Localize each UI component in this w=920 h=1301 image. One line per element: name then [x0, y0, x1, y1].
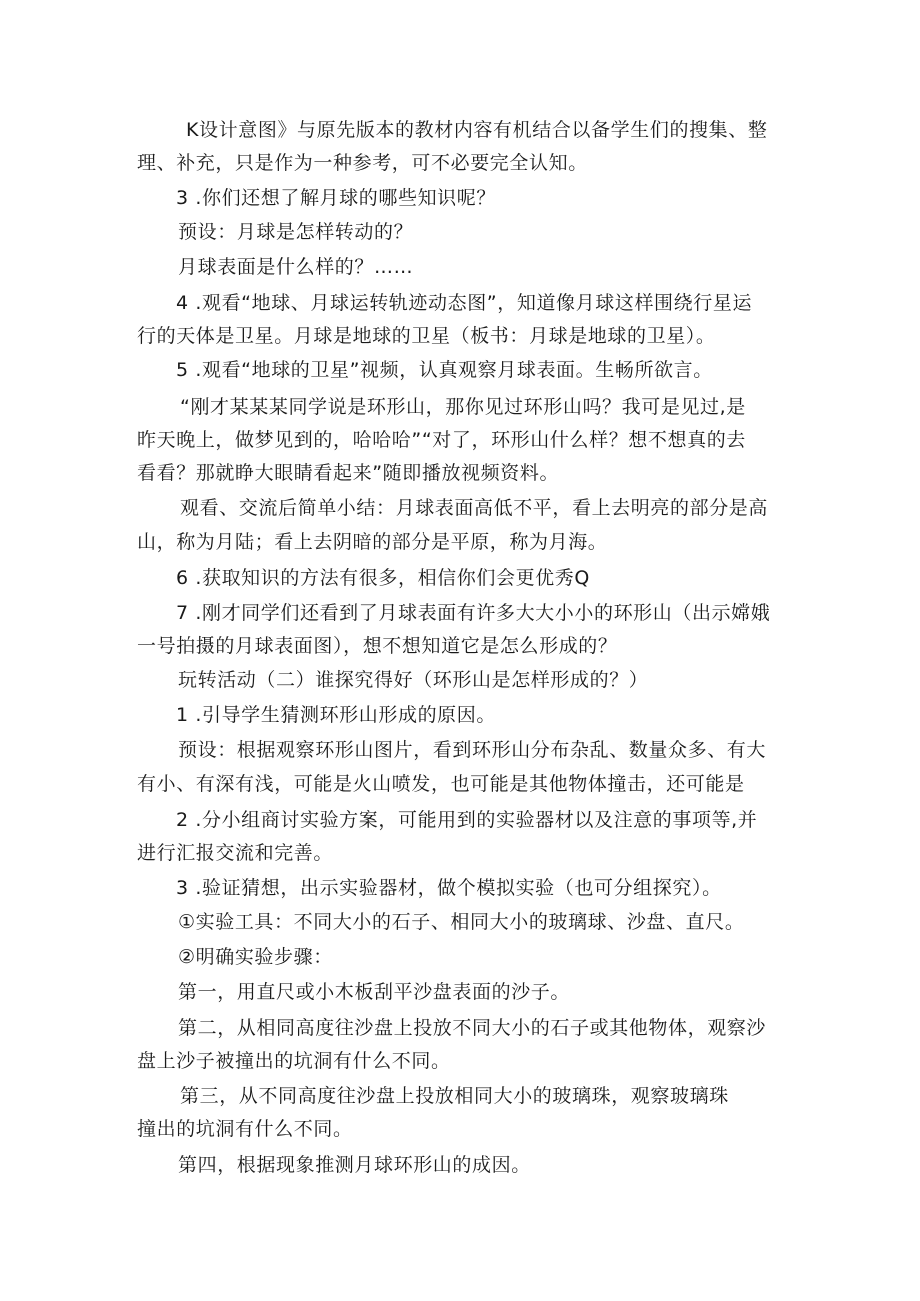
text-line: 2 .分小组商讨实验方案，可能用到的实验器材以及注意的事项等,并: [176, 809, 758, 831]
text-line: ①实验工具：不同大小的石子、相同大小的玻璃球、沙盘、直尺。: [178, 911, 745, 933]
text-line: 5 .观看“地球的卫星”视频，认真观察月球表面。生畅所欲言。: [176, 359, 713, 381]
text-line: 理、补充，只是作为一种参考，可不必要完全认知。: [137, 152, 588, 174]
text-line: 观看、交流后简单小结：月球表面高低不平，看上去明亮的部分是高: [180, 497, 769, 519]
text-line: 第一，用直尺或小木板刮平沙盘表面的沙子。: [178, 981, 571, 1003]
text-line: 6 .获取知识的方法有很多，相信你们会更优秀Q: [176, 567, 590, 589]
text-line: 4 .观看“地球、月球运转轨迹动态图”，知道像月球这样围绕行星运: [176, 292, 753, 314]
text-line: “刚才某某某同学说是环形山，那你见过环形山吗？我可是见过,是: [180, 396, 746, 418]
text-line: 预设：月球是怎样转动的？: [178, 221, 414, 243]
text-line: 一号拍摄的月球表面图），想不想知道它是怎么形成的？: [137, 635, 618, 657]
text-line: 行的天体是卫星。月球是地球的卫星（板书：月球是地球的卫星）。: [137, 325, 716, 347]
text-line: 第四，根据现象推测月球环形山的成因。: [178, 1154, 531, 1176]
text-line: ②明确实验步骤：: [178, 946, 333, 968]
text-line: 有小、有深有浅，可能是火山喷发，也可能是其他物体撞击，还可能是: [137, 773, 745, 795]
text-line: 看看？那就睁大眼睛看起来”随即播放视频资料。: [137, 462, 560, 484]
text-line: 山，称为月陆；看上去阴暗的部分是平原，称为月海。: [137, 531, 608, 553]
text-line: 第二，从相同高度往沙盘上投放不同大小的石子或其他物体，观察沙: [178, 1017, 767, 1039]
text-line: 进行汇报交流和完善。: [137, 842, 334, 864]
text-line: 月球表面是什么样的？……: [178, 256, 414, 278]
text-line: 3 .你们还想了解月球的哪些知识呢？: [176, 187, 496, 209]
text-line: 7 .刚才同学们还看到了月球表面有许多大大小小的环形山（出示嫦娥: [176, 602, 771, 624]
text-line: 预设：根据观察环形山图片，看到环形山分布杂乱、数量众多、有大: [178, 739, 767, 761]
text-line: 1 .引导学生猜测环形山形成的原因。: [176, 704, 496, 726]
text-line: K设计意图》与原先版本的教材内容有机结合以备学生们的搜集、整: [186, 119, 768, 141]
text-line: 第三，从不同高度往沙盘上投放相同大小的玻璃珠，观察玻璃珠: [180, 1085, 729, 1107]
text-line: 盘上沙子被撞出的坑洞有什么不同。: [137, 1050, 451, 1072]
text-line: 撞出的坑洞有什么不同。: [137, 1118, 353, 1140]
text-line: 昨天晚上，做梦见到的，哈哈哈”“对了，环形山什么样？想不想真的去: [137, 429, 746, 451]
text-line: 3 .验证猜想，出示实验器材，做个模拟实验（也可分组探究）。: [176, 877, 722, 899]
text-line: 玩转活动（二）谁探究得好（环形山是怎样形成的？）: [178, 669, 649, 691]
